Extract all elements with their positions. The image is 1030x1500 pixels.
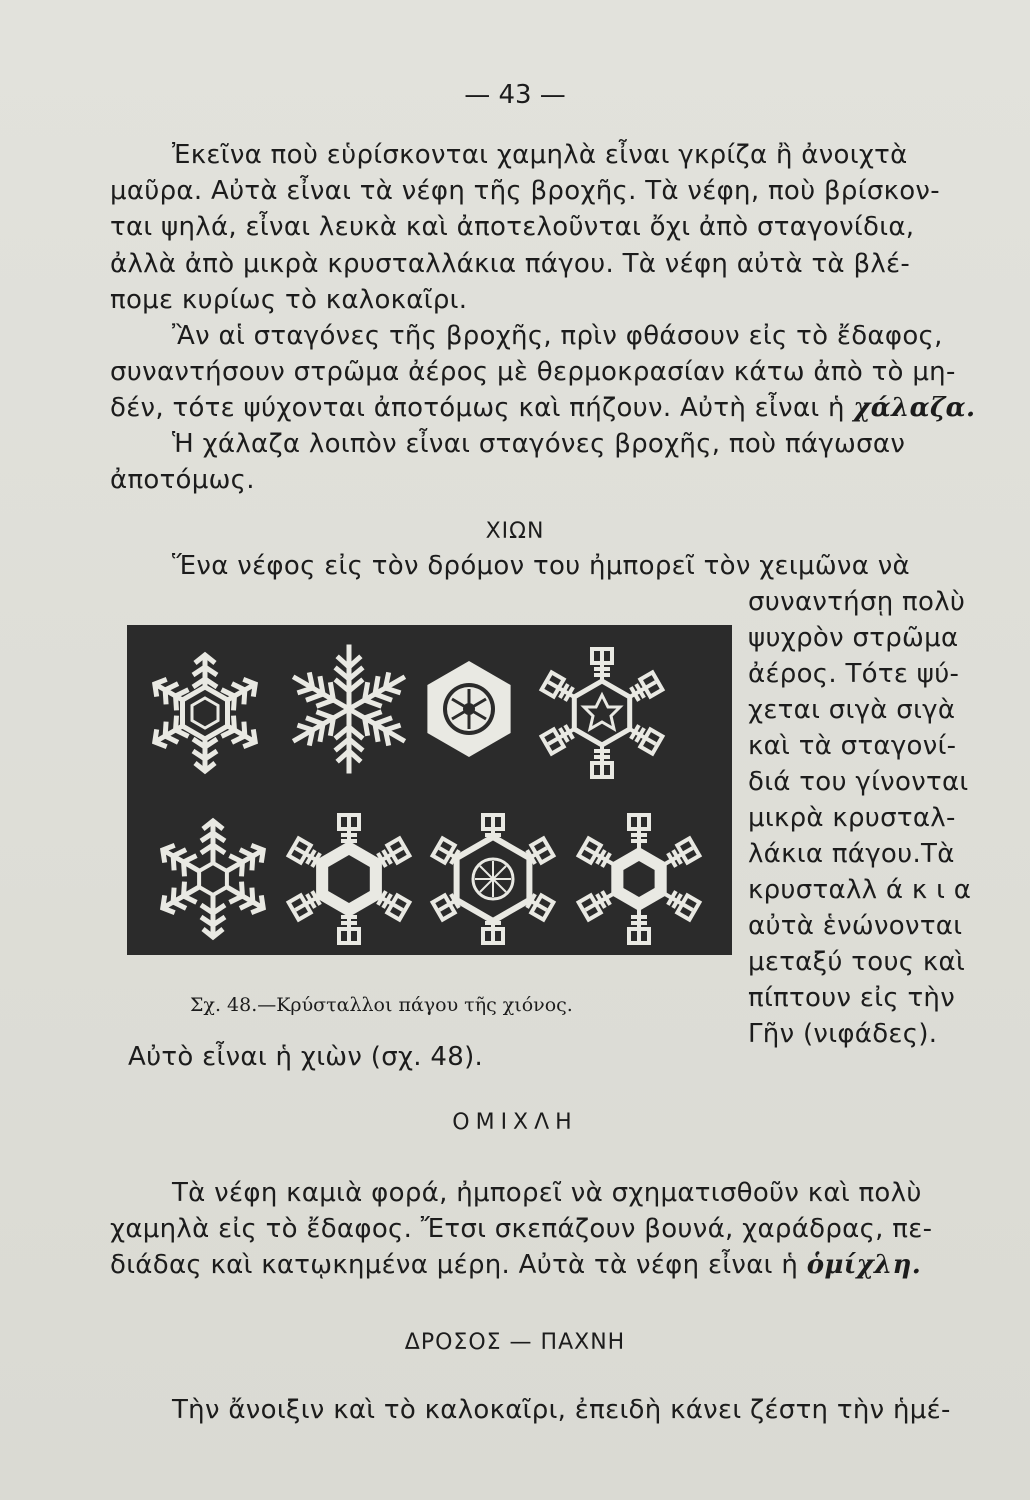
snowflake-illustration	[127, 625, 732, 955]
snowflake-5	[157, 821, 269, 937]
snowflake-4	[542, 649, 663, 777]
text-run: δέν, τότε ψύχονται ἀποτόμως καὶ πήζουν. Αὐτὴ εἶναι ἡ	[110, 393, 845, 423]
text-line: συναντήσουν στρῶμα ἀέρος μὲ θερμοκρασίαν κάτω ἀπὸ τὸ μη-	[110, 357, 956, 387]
heading-fog: ΟΜΙΧΛΗ	[452, 1110, 578, 1135]
snowflake-1	[149, 655, 261, 771]
text-line: Τὴν ἄνοιξιν καὶ τὸ καλοκαῖρι, ἐπειδὴ κάνει ζέστη τὴν ἡμέ-	[172, 1395, 951, 1425]
text-line: ψυχρὸν στρῶμα	[748, 623, 959, 653]
text-line: μικρὰ κρυσταλ-	[748, 803, 956, 833]
text-line: Ἡ χάλαζα λοιπὸν εἶναι σταγόνες βροχῆς, ποὺ πάγωσαν	[172, 429, 906, 459]
term-fog: ὁμίχλη.	[806, 1250, 922, 1280]
page-number: — 43 —	[464, 80, 566, 110]
text-line: μαῦρα. Αὐτὰ εἶναι τὰ νέφη τῆς βροχῆς. Τὰ νέφη, ποὺ βρίσκον-	[110, 176, 940, 206]
text-line: ται ψηλά, εἶναι λευκὰ καὶ ἀποτελοῦνται ὄχι ἀπὸ σταγονίδια,	[110, 212, 915, 242]
text-line: χεται σιγὰ σιγὰ	[748, 695, 956, 725]
snowflake-2	[289, 647, 408, 771]
text-line: Τὰ νέφη καμιὰ φορά, ἠμπορεῖ νὰ σχηματισθοῦν καὶ πολὺ	[172, 1178, 922, 1208]
term-hail: χάλαζα.	[853, 393, 976, 423]
text-line: πίπτουν εἰς τὴν	[748, 983, 956, 1013]
snowflake-figure	[127, 625, 732, 955]
text-line: καὶ τὰ σταγονί-	[748, 731, 957, 761]
text-line: λάκια πάγου.Τὰ	[748, 839, 955, 869]
text-line: Γῆν (νιφάδες).	[748, 1019, 938, 1049]
text-line: πομε κυρίως τὸ καλοκαῖρι.	[110, 285, 468, 315]
heading-snow: ΧΙΩΝ	[485, 519, 545, 544]
text-line: Αὐτὸ εἶναι ἡ χιὼν (σχ. 48).	[128, 1042, 484, 1072]
heading-dew-frost: ΔΡΟΣΟΣ — ΠΑΧΝΗ	[404, 1330, 626, 1355]
text-line: αὐτὰ ἑνώνονται	[748, 911, 963, 941]
snowflake-7	[433, 815, 554, 943]
text-line: Ἐκεῖνα ποὺ εὑρίσκονται χαμηλὰ εἶναι γκρίζα ἢ ἀνοιχτὰ	[172, 140, 908, 170]
text-line: Ἕνα νέφος εἰς τὸν δρόμον του ἠμπορεῖ τὸν χειμῶνα νὰ	[172, 551, 910, 581]
text-line: μεταξύ τους καὶ	[748, 947, 966, 977]
text-line: συναντήσῃ πολὺ	[748, 587, 966, 617]
text-line: ἀποτόμως.	[110, 465, 255, 495]
text-line: κρυσταλλ ά κ ι α	[748, 875, 972, 905]
text-line	[110, 1248, 921, 1282]
text-run: διάδας καὶ κατῳκημένα μέρη. Αὐτὰ τὰ νέφη εἶναι ἡ	[110, 1250, 799, 1280]
text-line: χαμηλὰ εἰς τὸ ἔδαφος. Ἔτσι σκεπάζουν βουνά, χαράδρας, πε-	[110, 1214, 933, 1244]
snowflake-6	[289, 815, 410, 943]
text-line: Ἂν αἱ σταγόνες τῆς βροχῆς, πρὶν φθάσουν εἰς τὸ ἔδαφος,	[172, 321, 943, 351]
text-line: ἀέρος. Τότε ψύ-	[748, 659, 960, 689]
text-line	[110, 391, 975, 425]
snowflake-3	[427, 661, 510, 757]
text-line: ἀλλὰ ἀπὸ μικρὰ κρυσταλλάκια πάγου. Τὰ νέφη αὐτὰ τὰ βλέ-	[110, 249, 911, 279]
text-line: διά του γίνονται	[748, 767, 969, 797]
figure-caption: Σχ. 48.—Κρύσταλλοι πάγου τῆς χιόνος.	[190, 994, 573, 1016]
snowflake-8	[579, 815, 700, 943]
